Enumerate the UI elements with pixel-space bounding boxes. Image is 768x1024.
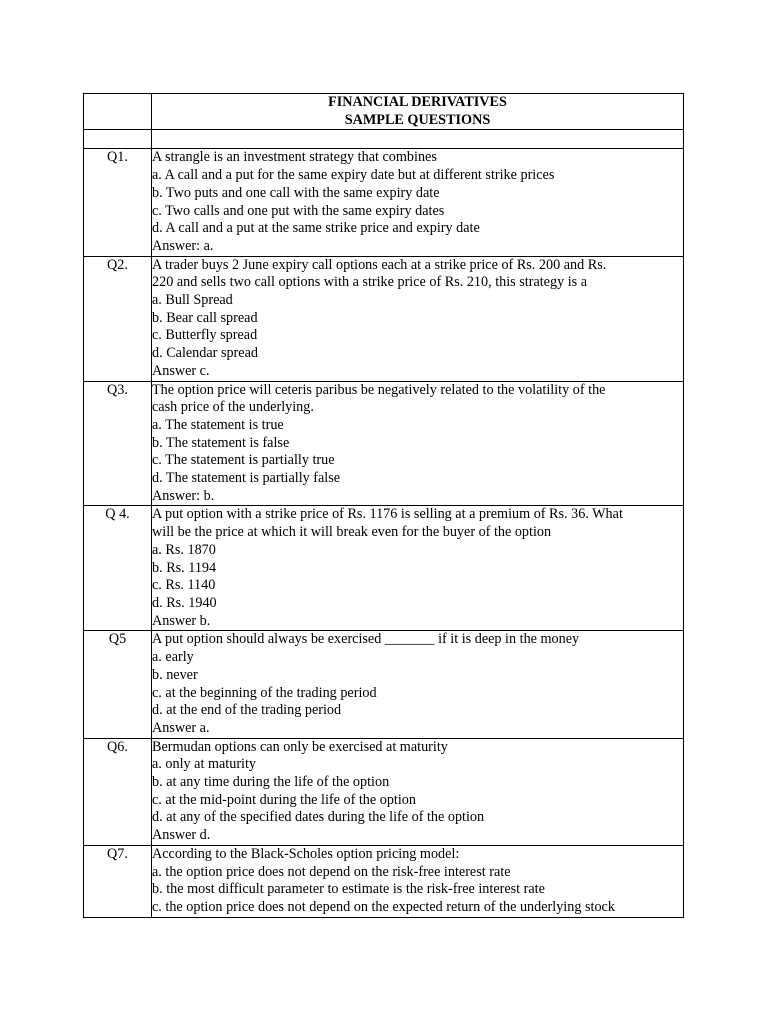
question-stem-line-1: A trader buys 2 June expiry call options each at a strike price of Rs. 200 and Rs.	[152, 256, 607, 273]
option-b: b. Bear call spread	[152, 309, 258, 326]
question-stem-line-2: 220 and sells two call options with a strike price of Rs. 210, this strategy is a	[152, 274, 588, 291]
questions-table	[83, 93, 684, 918]
option-c: c. Butterfly spread	[152, 327, 258, 344]
spacer-cell-number	[84, 130, 152, 149]
question-body	[152, 256, 684, 381]
question-number: Q5	[84, 631, 152, 738]
answer: Answer a.	[152, 719, 210, 736]
answer: Answer d.	[152, 827, 211, 844]
option-a: a. the option price does not depend on the risk-free interest rate	[152, 863, 511, 880]
option-c: c. at the mid-point during the life of the option	[152, 791, 416, 808]
question-body	[152, 149, 684, 256]
question-row-q7	[84, 845, 684, 917]
question-stem-line-2: cash price of the underlying.	[152, 399, 314, 416]
question-number: Q 4.	[84, 506, 152, 631]
option-a: a. The statement is true	[152, 416, 284, 433]
option-c: c. the option price does not depend on the expected return of the underlying stock	[152, 898, 615, 915]
answer: Answer c.	[152, 362, 210, 379]
answer: Answer: b.	[152, 487, 215, 504]
option-b: b. Two puts and one call with the same expiry date	[152, 184, 440, 201]
title-row-number-cell	[84, 94, 152, 130]
question-stem-line-2: will be the price at which it will break even for the buyer of the option	[152, 524, 552, 541]
question-stem: A strangle is an investment strategy that combines	[152, 149, 437, 166]
option-b: b. Rs. 1194	[152, 559, 217, 576]
question-row-q4	[84, 506, 684, 631]
question-body	[152, 845, 684, 917]
option-b: b. the most difficult parameter to estimate is the risk-free interest rate	[152, 881, 545, 898]
question-body	[152, 381, 684, 506]
document-title	[152, 94, 684, 130]
option-d: d. at the end of the trading period	[152, 702, 342, 719]
option-b: b. The statement is false	[152, 434, 290, 451]
question-row-q3	[84, 381, 684, 506]
option-c: c. Two calls and one put with the same expiry dates	[152, 202, 445, 219]
question-row-q5	[84, 631, 684, 738]
question-row-q1	[84, 149, 684, 256]
option-d: d. The statement is partially false	[152, 470, 341, 487]
option-c: c. at the beginning of the trading period	[152, 684, 377, 701]
option-d: d. A call and a put at the same strike price and expiry date	[152, 220, 480, 237]
question-row-q2	[84, 256, 684, 381]
option-d: d. Rs. 1940	[152, 594, 217, 611]
answer: Answer: a.	[152, 237, 214, 254]
question-stem: Bermudan options can only be exercised at maturity	[152, 738, 448, 755]
option-a: a. only at maturity	[152, 756, 257, 773]
question-stem-line-1: A put option with a strike price of Rs. 1176 is selling at a premium of Rs. 36. What	[152, 506, 623, 523]
question-stem: According to the Black-Scholes option pricing model:	[152, 845, 460, 862]
question-number: Q1.	[84, 149, 152, 256]
title-row	[84, 94, 684, 130]
option-a: a. early	[152, 649, 194, 666]
question-stem-line-1: The option price will ceteris paribus be negatively related to the volatility of the	[152, 381, 606, 398]
question-body	[152, 631, 684, 738]
question-body	[152, 506, 684, 631]
question-body	[152, 738, 684, 845]
question-stem: A put option should always be exercised _______ if it is deep in the money	[152, 631, 580, 648]
question-number: Q6.	[84, 738, 152, 845]
option-a: a. Bull Spread	[152, 292, 233, 309]
question-number: Q7.	[84, 845, 152, 917]
option-d: d. Calendar spread	[152, 345, 258, 362]
option-c: c. The statement is partially true	[152, 452, 335, 469]
option-b: b. at any time during the life of the option	[152, 774, 390, 791]
spacer-row	[84, 130, 684, 149]
title-line-2: SAMPLE QUESTIONS	[344, 111, 491, 128]
option-a: a. A call and a put for the same expiry date but at different strike prices	[152, 167, 555, 184]
spacer-cell-body	[152, 130, 684, 149]
question-row-q6	[84, 738, 684, 845]
option-c: c. Rs. 1140	[152, 577, 216, 594]
title-line-1: FINANCIAL DERIVATIVES	[328, 94, 507, 110]
option-d: d. at any of the specified dates during the life of the option	[152, 809, 485, 826]
answer: Answer b.	[152, 612, 211, 629]
option-a: a. Rs. 1870	[152, 541, 216, 558]
question-number: Q3.	[84, 381, 152, 506]
question-number: Q2.	[84, 256, 152, 381]
option-b: b. never	[152, 666, 198, 683]
